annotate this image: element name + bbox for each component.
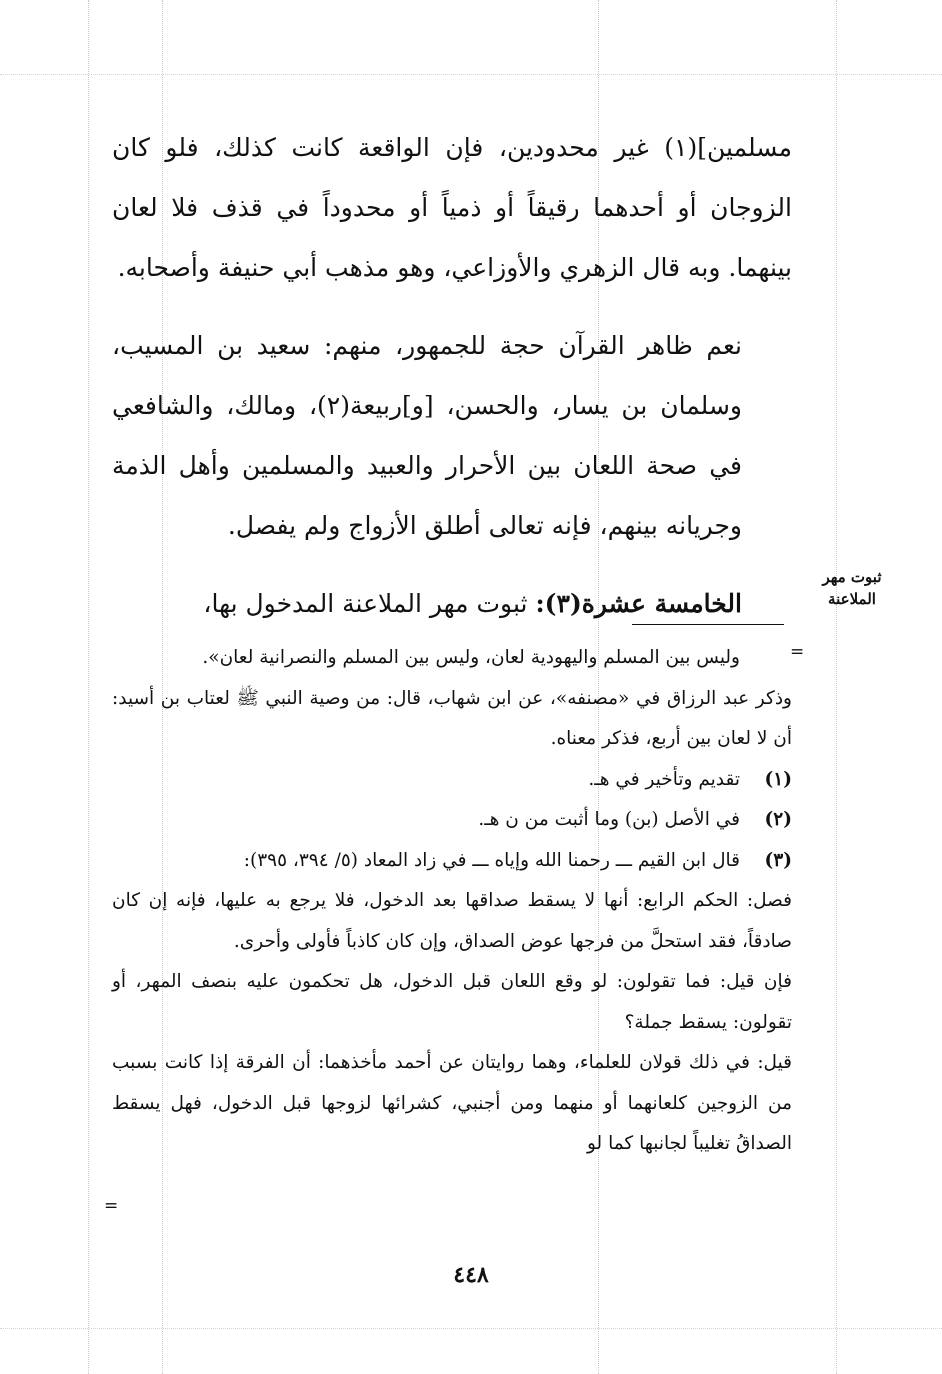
- guide-line: [88, 0, 89, 1374]
- section-title: الخامسة عشرة(٣):: [535, 589, 742, 618]
- footnote-text: تقديم وتأخير في هـ.: [588, 768, 740, 790]
- footnote-text: في الأصل (بن) وما أثبت من ن هـ.: [478, 809, 740, 830]
- footnote-text: قال ابن القيم ـــ رحمنا الله وإياه ـــ في زاد المعاد (٥/ ٣٩٤، ٣٩٥):: [243, 849, 740, 871]
- paragraph-1: مسلمين](١) غير محدودين، فإن الواقعة كانت كذلك، فلو كان الزوجان أو أحدهما رقيقاً أو ذمياً أو محدوداً في قذف فلا لعان بينهما. وبه قال الزهري والأوزاعي، وهو مذهب أبي حنيفة وأصحابه.: [112, 133, 792, 282]
- paragraph-2: نعم ظاهر القرآن حجة للجمهور، منهم: سعيد بن المسيب، وسلمان بن يسار، والحسن، [و]ربيعة(٢)، ومالك، والشافعي في صحة اللعان بين الأحرار والعبيد والمسلمين وأهل الذمة وجريانه بينهم، فإنه تعالى أطلق الأزواج ولم يفصل.: [112, 331, 742, 540]
- footnote-separator: [632, 624, 784, 625]
- footnote-number: (٢): [764, 809, 792, 830]
- main-text: [112, 118, 792, 634]
- page-number: ٤٤٨: [453, 1262, 489, 1288]
- guide-line: [836, 0, 837, 1374]
- footnote-3-paragraph-2: فإن قيل: فما تقولون: لو وقع اللعان قبل الدخول، هل تحكمون عليه بنصف المهر، أو تقولون: يسقط جملة؟: [112, 971, 792, 1033]
- footnote-number: (١): [764, 768, 792, 790]
- footnote-3: [112, 841, 792, 882]
- footnote-2: [112, 800, 792, 841]
- continuation-mark-end: =: [104, 1196, 119, 1216]
- footnotes: [112, 638, 792, 1165]
- section-heading: [112, 574, 792, 634]
- margin-note: ثبوت مهر الملاعنة: [822, 568, 882, 608]
- continuation-mark: =: [790, 642, 805, 662]
- section-text: ثبوت مهر الملاعنة المدخول بها،: [203, 589, 528, 618]
- footnote-3-paragraph-3: قيل: في ذلك قولان للعلماء، وهما روايتان عن أحمد مأخذهما: أن الفرقة إذا كانت بسبب من الزوجين كلعانهما أو منهما ومن أجنبي، كشرائها لزوجها قبل الدخول، فهل يسقط الصداقُ تغليباً لجانبها كما لو: [112, 1052, 792, 1154]
- footnote-number: (٣): [764, 849, 792, 871]
- footnote-continuation-1: وليس بين المسلم واليهودية لعان، وليس بين المسلم والنصرانية لعان».: [202, 647, 740, 668]
- footnote-1: [112, 760, 792, 801]
- footnote-3-paragraph-1: فصل: الحكم الرابع: أنها لا يسقط صداقها بعد الدخول، فلا يرجع به عليها، فإنه إن كان صادقاً، فقد استحلَّ من فرجها عوض الصداق، وإن كان كاذباً فأولى وأحرى.: [112, 890, 792, 952]
- guide-line: [0, 74, 942, 75]
- footnote-continuation-2: وذكر عبد الرزاق في «مصنفه»، عن ابن شهاب، قال: من وصية النبي ﷺ لعتاب بن أسيد: أن لا لعان بين أربع، فذكر معناه.: [112, 687, 792, 749]
- guide-line: [0, 1328, 942, 1329]
